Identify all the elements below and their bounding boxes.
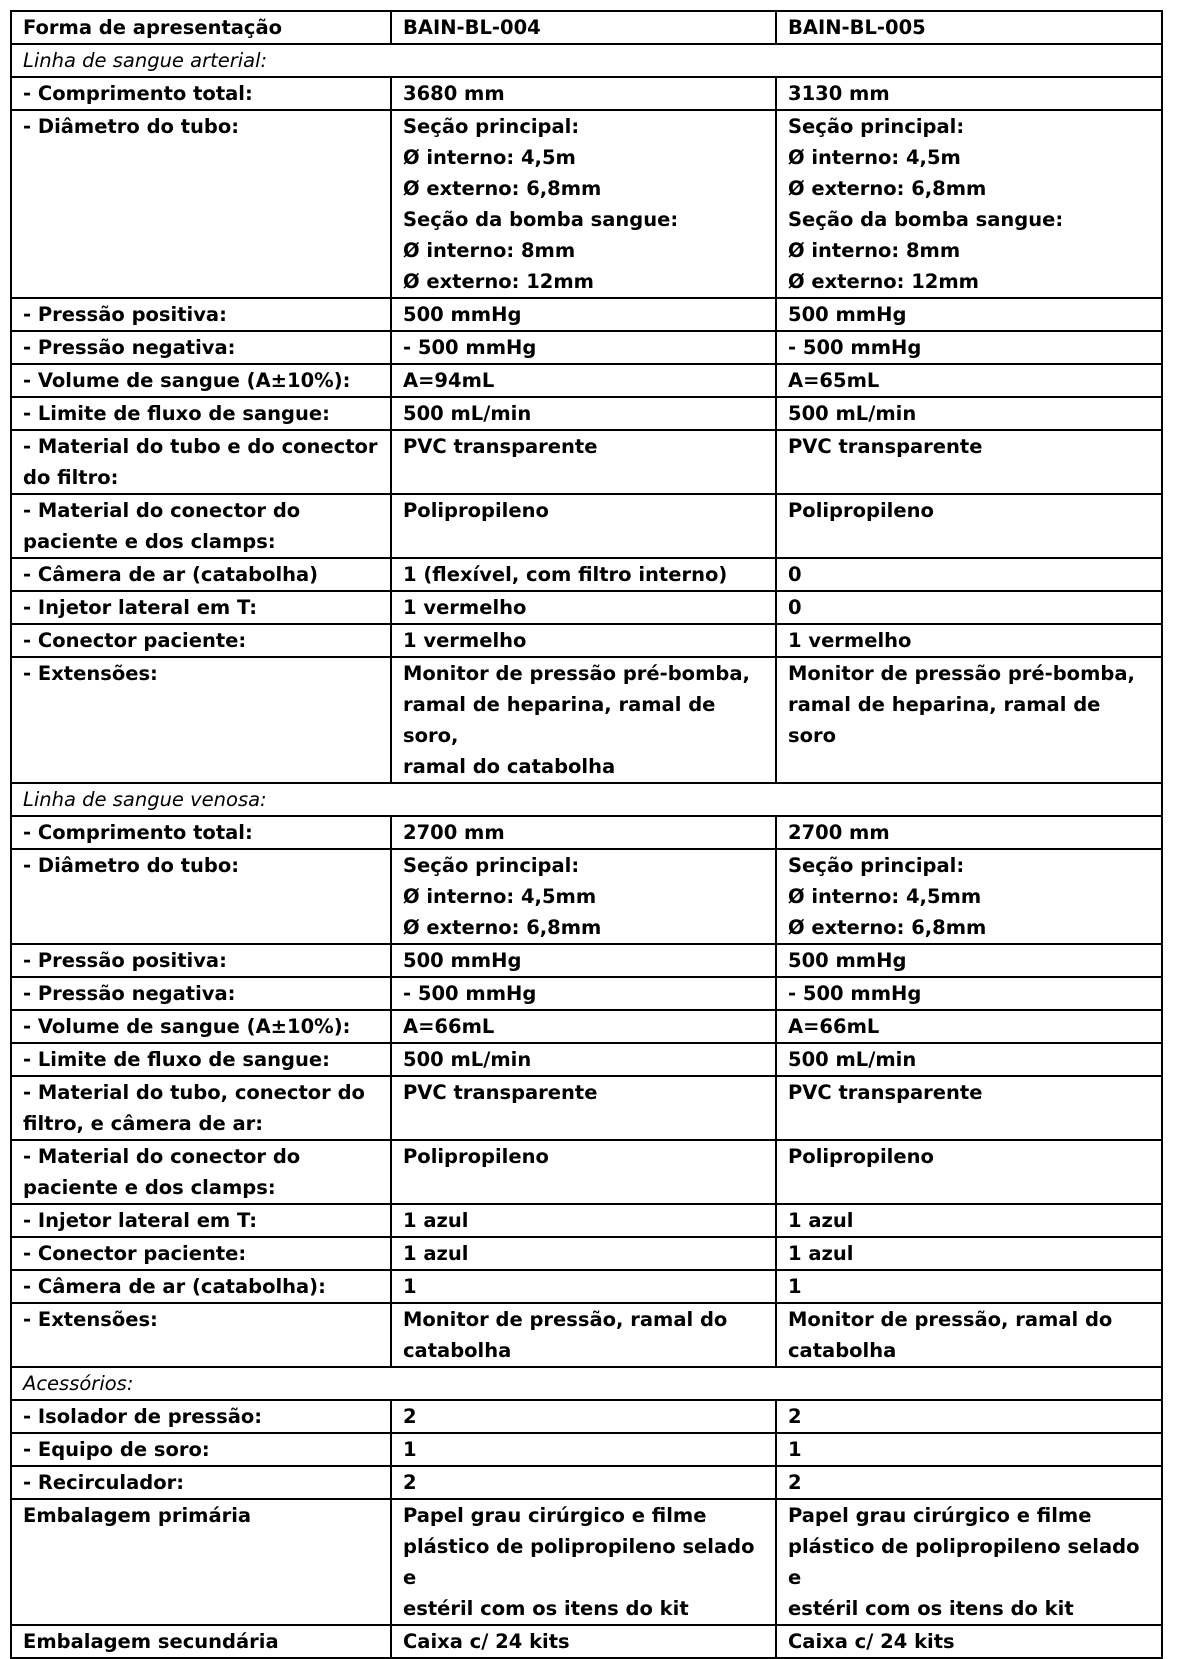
model-004-cell: Seção principal: Ø interno: 4,5mm Ø externo: 6,8mm	[391, 849, 776, 944]
model-005-cell: A=65mL	[776, 364, 1162, 397]
table-row	[11, 1140, 1162, 1204]
model-005-cell: - 500 mmHg	[776, 977, 1162, 1010]
attribute-cell: - Diâmetro do tubo:	[11, 110, 391, 298]
table-row	[11, 1237, 1162, 1270]
table-row	[11, 591, 1162, 624]
table-row	[11, 657, 1162, 783]
attribute-cell: - Diâmetro do tubo:	[11, 849, 391, 944]
header-cell-model-005: BAIN-BL-005	[776, 11, 1162, 44]
model-004-cell: 1 azul	[391, 1204, 776, 1237]
model-005-cell: 500 mmHg	[776, 298, 1162, 331]
attribute-cell: - Pressão positiva:	[11, 944, 391, 977]
table-row	[11, 364, 1162, 397]
model-004-cell: 2700 mm	[391, 816, 776, 849]
table-row	[11, 331, 1162, 364]
model-004-cell: - 500 mmHg	[391, 331, 776, 364]
table-row	[11, 1043, 1162, 1076]
model-005-cell: 500 mmHg	[776, 944, 1162, 977]
table-row	[11, 1466, 1162, 1499]
model-004-cell: 500 mmHg	[391, 298, 776, 331]
attribute-cell: - Conector paciente:	[11, 1237, 391, 1270]
model-005-cell: Monitor de pressão pré-bomba, ramal de heparina, ramal de soro	[776, 657, 1162, 783]
model-004-cell: PVC transparente	[391, 1076, 776, 1140]
attribute-cell: - Pressão negativa:	[11, 977, 391, 1010]
model-004-cell: 1 vermelho	[391, 624, 776, 657]
table-row	[11, 624, 1162, 657]
model-004-cell: 500 mmHg	[391, 944, 776, 977]
section-heading: Acessórios:	[11, 1367, 1162, 1400]
table-row	[11, 1433, 1162, 1466]
model-005-cell: 0	[776, 591, 1162, 624]
model-004-cell: Caixa c/ 24 kits	[391, 1625, 776, 1658]
table-row	[11, 1204, 1162, 1237]
attribute-cell: - Material do conector do paciente e dos clamps:	[11, 494, 391, 558]
model-005-cell: 2	[776, 1466, 1162, 1499]
attribute-cell: - Limite de fluxo de sangue:	[11, 1043, 391, 1076]
model-004-cell: 1 (flexível, com filtro interno)	[391, 558, 776, 591]
attribute-cell: - Volume de sangue (A±10%):	[11, 364, 391, 397]
model-004-cell: 1 vermelho	[391, 591, 776, 624]
model-005-cell: Papel grau cirúrgico e filme plástico de polipropileno selado e estéril com os itens do kit	[776, 1499, 1162, 1625]
table-row	[11, 558, 1162, 591]
attribute-cell: - Comprimento total:	[11, 816, 391, 849]
attribute-cell: - Material do conector do paciente e dos clamps:	[11, 1140, 391, 1204]
model-005-cell: 1 azul	[776, 1237, 1162, 1270]
section-row	[11, 783, 1162, 816]
table-row	[11, 1499, 1162, 1625]
table-row	[11, 1270, 1162, 1303]
table-row	[11, 397, 1162, 430]
model-005-cell: 1 azul	[776, 1204, 1162, 1237]
attribute-cell: - Equipo de soro:	[11, 1433, 391, 1466]
model-004-cell: 1 azul	[391, 1237, 776, 1270]
model-005-cell: 500 mL/min	[776, 1043, 1162, 1076]
attribute-cell: - Limite de fluxo de sangue:	[11, 397, 391, 430]
attribute-cell: - Isolador de pressão:	[11, 1400, 391, 1433]
attribute-cell: - Volume de sangue (A±10%):	[11, 1010, 391, 1043]
specification-table-body	[11, 11, 1162, 1658]
table-row	[11, 298, 1162, 331]
model-005-cell: PVC transparente	[776, 1076, 1162, 1140]
section-heading: Linha de sangue arterial:	[11, 44, 1162, 77]
attribute-cell: - Recirculador:	[11, 1466, 391, 1499]
model-005-cell: 0	[776, 558, 1162, 591]
model-004-cell: Polipropileno	[391, 494, 776, 558]
model-005-cell: 2	[776, 1400, 1162, 1433]
model-004-cell: 1	[391, 1270, 776, 1303]
model-004-cell: 500 mL/min	[391, 1043, 776, 1076]
model-005-cell: 1 vermelho	[776, 624, 1162, 657]
table-row	[11, 849, 1162, 944]
model-004-cell: Monitor de pressão pré-bomba, ramal de heparina, ramal de soro, ramal do catabolha	[391, 657, 776, 783]
model-005-cell: Caixa c/ 24 kits	[776, 1625, 1162, 1658]
model-005-cell: Polipropileno	[776, 1140, 1162, 1204]
section-row	[11, 1367, 1162, 1400]
model-004-cell: - 500 mmHg	[391, 977, 776, 1010]
table-row	[11, 944, 1162, 977]
model-004-cell: A=94mL	[391, 364, 776, 397]
attribute-cell: - Conector paciente:	[11, 624, 391, 657]
table-row	[11, 1303, 1162, 1367]
table-row	[11, 110, 1162, 298]
attribute-cell: - Pressão positiva:	[11, 298, 391, 331]
attribute-cell: - Material do tubo e do conector do filtro:	[11, 430, 391, 494]
model-004-cell: PVC transparente	[391, 430, 776, 494]
attribute-cell: - Injetor lateral em T:	[11, 1204, 391, 1237]
attribute-cell: - Material do tubo, conector do filtro, e câmera de ar:	[11, 1076, 391, 1140]
table-row	[11, 1076, 1162, 1140]
model-004-cell: 1	[391, 1433, 776, 1466]
table-row	[11, 494, 1162, 558]
model-005-cell: A=66mL	[776, 1010, 1162, 1043]
table-row	[11, 1400, 1162, 1433]
model-005-cell: Monitor de pressão, ramal do catabolha	[776, 1303, 1162, 1367]
model-005-cell: - 500 mmHg	[776, 331, 1162, 364]
model-005-cell: 3130 mm	[776, 77, 1162, 110]
header-row	[11, 11, 1162, 44]
model-004-cell: Monitor de pressão, ramal do catabolha	[391, 1303, 776, 1367]
table-row	[11, 430, 1162, 494]
model-005-cell: 1	[776, 1433, 1162, 1466]
model-004-cell: 500 mL/min	[391, 397, 776, 430]
model-005-cell: Polipropileno	[776, 494, 1162, 558]
model-004-cell: Polipropileno	[391, 1140, 776, 1204]
section-heading: Linha de sangue venosa:	[11, 783, 1162, 816]
header-cell-attribute: Forma de apresentação	[11, 11, 391, 44]
attribute-cell: - Comprimento total:	[11, 77, 391, 110]
attribute-cell: - Injetor lateral em T:	[11, 591, 391, 624]
attribute-cell: - Câmera de ar (catabolha):	[11, 1270, 391, 1303]
table-row	[11, 1010, 1162, 1043]
specification-table	[10, 10, 1163, 1659]
model-004-cell: Seção principal: Ø interno: 4,5m Ø externo: 6,8mm Seção da bomba sangue: Ø interno: 8mm Ø externo: 12mm	[391, 110, 776, 298]
attribute-cell: - Câmera de ar (catabolha)	[11, 558, 391, 591]
model-004-cell: A=66mL	[391, 1010, 776, 1043]
attribute-cell: Embalagem secundária	[11, 1625, 391, 1658]
attribute-cell: - Extensões:	[11, 1303, 391, 1367]
model-004-cell: Papel grau cirúrgico e filme plástico de polipropileno selado e estéril com os itens do kit	[391, 1499, 776, 1625]
attribute-cell: Embalagem primária	[11, 1499, 391, 1625]
attribute-cell: - Pressão negativa:	[11, 331, 391, 364]
model-005-cell: Seção principal: Ø interno: 4,5mm Ø externo: 6,8mm	[776, 849, 1162, 944]
model-005-cell: PVC transparente	[776, 430, 1162, 494]
attribute-cell: - Extensões:	[11, 657, 391, 783]
table-row	[11, 977, 1162, 1010]
table-row	[11, 77, 1162, 110]
section-row	[11, 44, 1162, 77]
model-004-cell: 2	[391, 1466, 776, 1499]
table-row	[11, 1625, 1162, 1658]
model-004-cell: 2	[391, 1400, 776, 1433]
model-005-cell: 2700 mm	[776, 816, 1162, 849]
model-005-cell: Seção principal: Ø interno: 4,5m Ø externo: 6,8mm Seção da bomba sangue: Ø interno: 8mm Ø externo: 12mm	[776, 110, 1162, 298]
header-cell-model-004: BAIN-BL-004	[391, 11, 776, 44]
model-005-cell: 500 mL/min	[776, 397, 1162, 430]
model-004-cell: 3680 mm	[391, 77, 776, 110]
model-005-cell: 1	[776, 1270, 1162, 1303]
table-row	[11, 816, 1162, 849]
